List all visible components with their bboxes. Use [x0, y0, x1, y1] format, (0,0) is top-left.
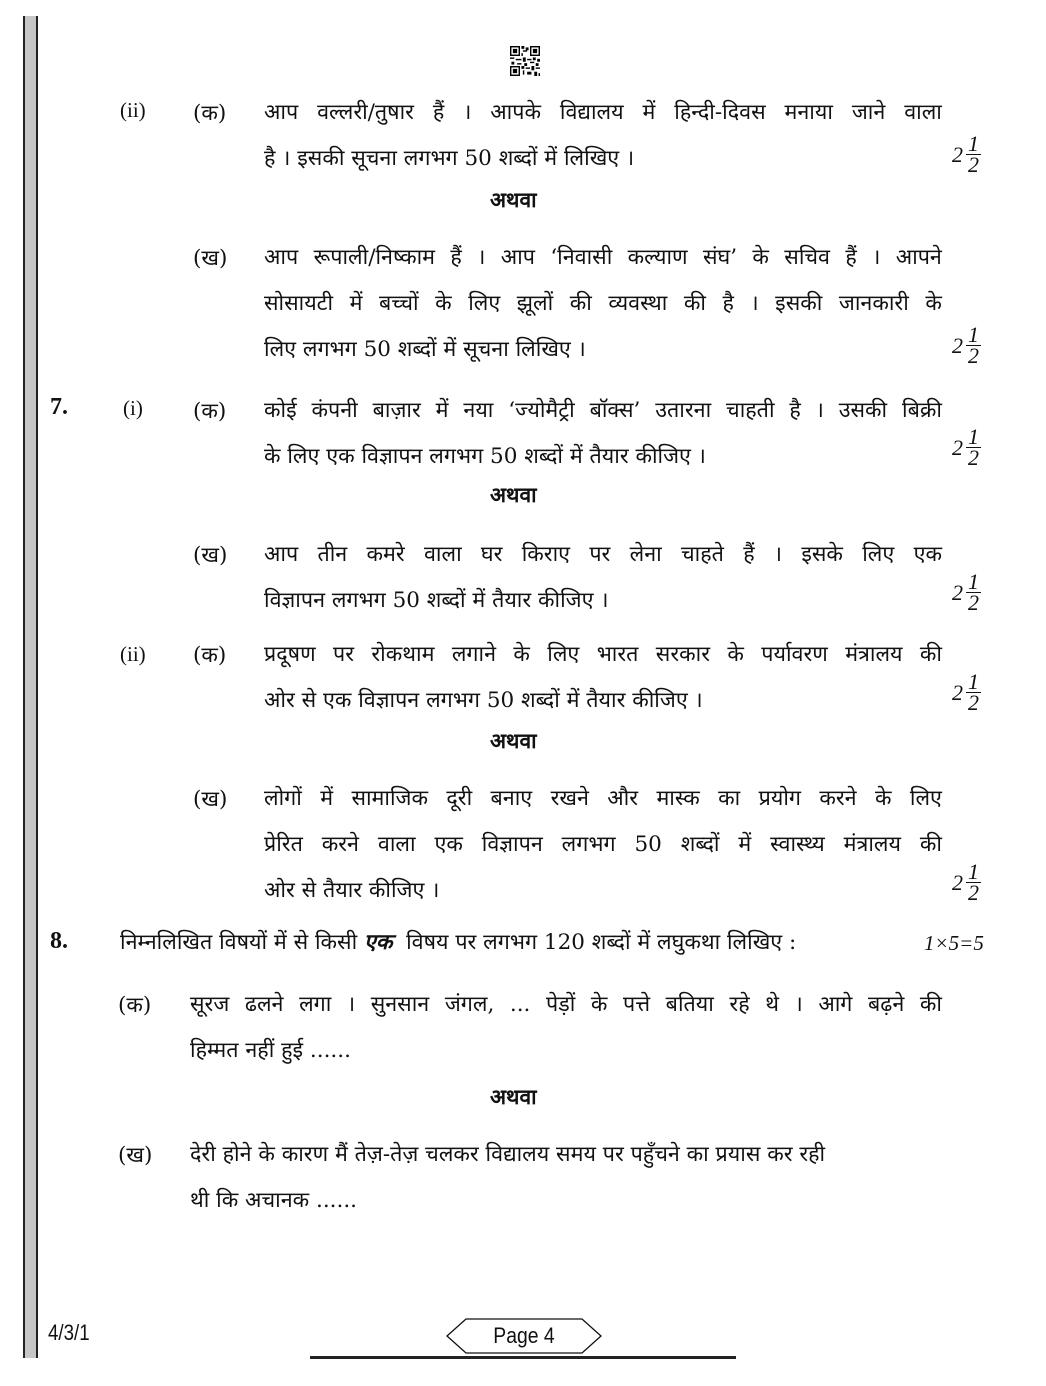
text-line: ओर से तैयार कीजिए ।: [264, 878, 440, 903]
question-instruction: निम्नलिखित विषयों में से किसी एक विषय पर लगभग 120 शब्दों में लघुकथा लिखिए :: [120, 930, 797, 955]
marks: 2 $\frac{1}{2}$: [952, 859, 979, 905]
option-label: (ख): [193, 543, 228, 568]
text-line: ओर से एक विज्ञापन लगभग 50 शब्दों में तैयार कीजिए ।: [264, 688, 703, 713]
paper-code: 4/3/1: [48, 1320, 90, 1345]
margin-bar-line: [36, 16, 38, 1358]
option-label: (ख): [193, 787, 228, 812]
question-text: [264, 388, 942, 480]
marks: 2 $\frac{1}{2}$: [952, 569, 979, 615]
subquestion-number: (i): [123, 396, 143, 420]
question-number: 8.: [50, 928, 68, 954]
text-line: कोई कंपनी बाज़ार में नया ‘ज्योमैट्री बॉक्स’ उतारना चाहती है । उसकी बिक्री: [264, 398, 942, 423]
text-line: आप वल्लरी/तुषार हैं । आपके विद्यालय में हिन्दी-दिवस मनाया जाने वाला: [264, 100, 942, 125]
qr-code-icon: [510, 46, 540, 76]
athva-separator: अथवा: [490, 187, 537, 212]
question-text: [264, 90, 942, 182]
question-text: [264, 632, 942, 724]
footer-rule: [310, 1356, 736, 1359]
option-label: (ख): [118, 1143, 153, 1168]
option-label: (क): [193, 643, 227, 668]
subquestion-number: (ii): [120, 98, 146, 122]
marks: 2 $\frac{1}{2}$: [952, 322, 979, 368]
text-line: प्रदूषण पर रोकथाम लगाने के लिए भारत सरकार के पर्यावरण मंत्रालय की: [264, 642, 942, 667]
option-label: (क): [193, 399, 227, 424]
emphasis-text: एक: [363, 930, 393, 955]
athva-separator: अथवा: [490, 1084, 537, 1109]
text-line: आप तीन कमरे वाला घर किराए पर लेना चाहते हैं । इसके लिए एक: [264, 542, 942, 567]
option-label: (क): [118, 993, 152, 1018]
margin-bar-fill: [25, 16, 36, 1358]
marks: 2 $\frac{1}{2}$: [952, 131, 979, 177]
text-line: विज्ञापन लगभग 50 शब्दों में तैयार कीजिए ।: [264, 588, 609, 613]
athva-separator: अथवा: [490, 482, 537, 507]
marks: 2 $\frac{1}{2}$: [952, 424, 979, 470]
text-line: आप रूपाली/निष्काम हैं । आप ‘निवासी कल्याण संघ’ के सचिव हैं । आपने: [264, 245, 942, 270]
text-line: सूरज ढलने लगा । सुनसान जंगल, ... पेड़ों के पत्ते बतिया रहे थे । आगे बढ़ने की: [190, 992, 942, 1017]
option-label: (क): [193, 101, 227, 126]
text-line: के लिए एक विज्ञापन लगभग 50 शब्दों में तैयार कीजिए ।: [264, 444, 706, 469]
question-text: [264, 532, 942, 624]
subquestion-number: (ii): [120, 642, 146, 666]
question-text: [190, 982, 942, 1074]
text-line: देरी होने के कारण मैं तेज़-तेज़ चलकर विद्यालय समय पर पहुँचने का प्रयास कर रही: [190, 1142, 826, 1167]
page-number: Page 4: [493, 1323, 555, 1348]
text-line: लोगों में सामाजिक दूरी बनाए रखने और मास्क का प्रयोग करने के लिए: [264, 786, 942, 811]
question-text: [190, 1132, 825, 1224]
question-text: [264, 235, 942, 373]
question-number: 7.: [50, 394, 68, 420]
text-line: हिम्मत नहीं हुई ......: [190, 1038, 351, 1063]
text-line: है । इसकी सूचना लगभग 50 शब्दों में लिखिए ।: [264, 146, 635, 171]
athva-separator: अथवा: [490, 728, 537, 753]
question-text: [264, 776, 942, 914]
text-line: थी कि अचानक ......: [190, 1188, 357, 1213]
marks: 2 $\frac{1}{2}$: [952, 669, 979, 715]
option-label: (ख): [193, 246, 228, 271]
text-line: लिए लगभग 50 शब्दों में सूचना लिखिए ।: [264, 337, 586, 362]
text-line: सोसायटी में बच्चों के लिए झूलों की व्यवस्था की है । इसकी जानकारी के: [264, 291, 942, 316]
text-line: प्रेरित करने वाला एक विज्ञापन लगभग 50 शब्दों में स्वास्थ्य मंत्रालय की: [264, 832, 942, 857]
marks: 1×5=5: [924, 931, 984, 955]
